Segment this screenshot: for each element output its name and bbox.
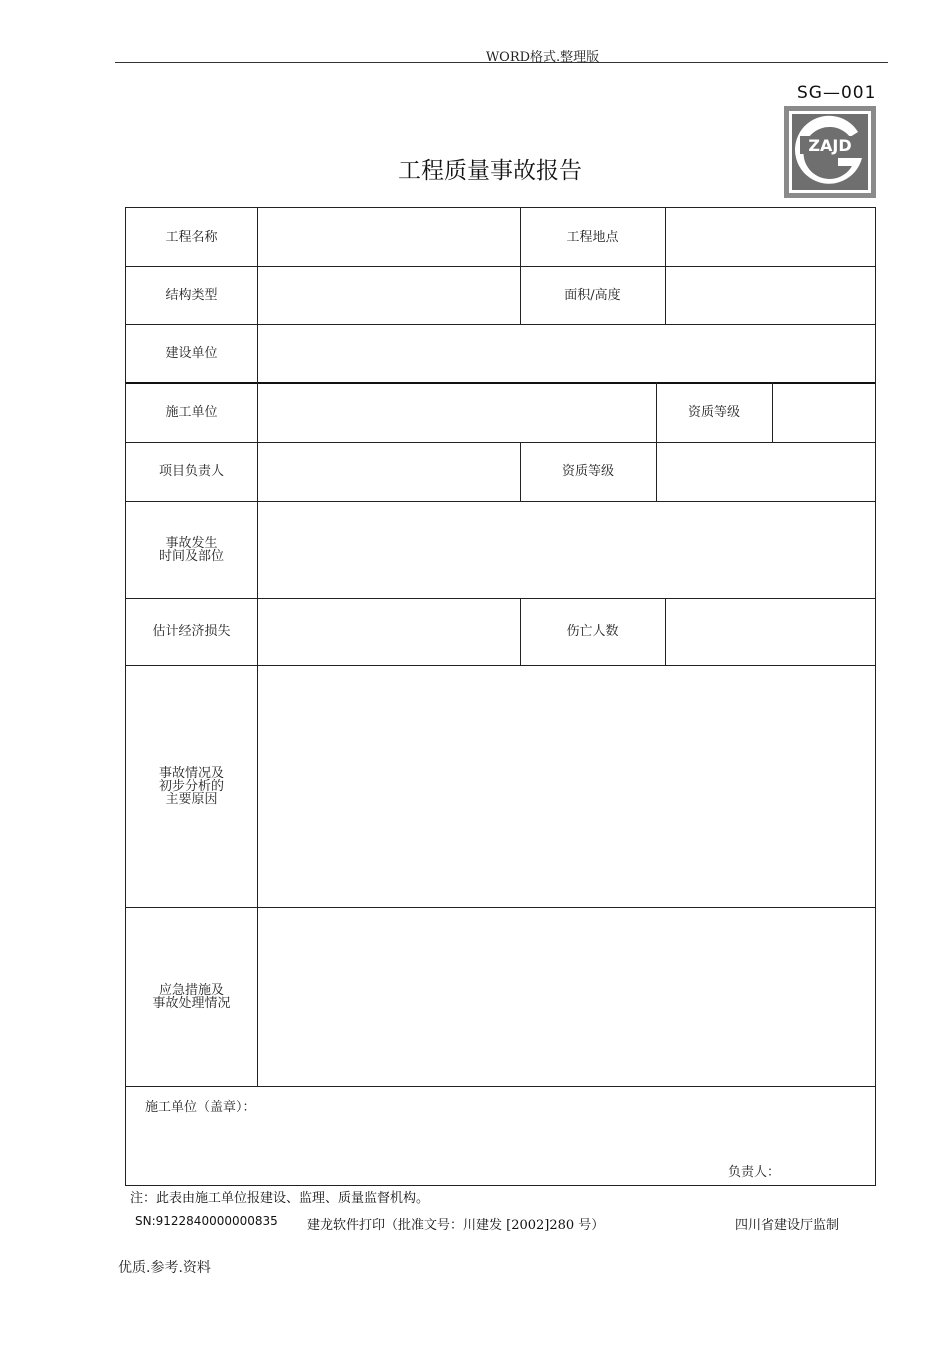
label-line: 时间及部位 <box>158 548 224 564</box>
page-footer: 优质.参考.资料 <box>118 1260 211 1276</box>
header-rule <box>115 62 888 63</box>
label-line: 应急措施及 <box>158 982 224 998</box>
supervisor-info: 四川省建设厅监制 <box>735 1218 840 1233</box>
document-title: 工程质量事故报告 <box>398 158 582 184</box>
label-accident-time-part <box>126 501 257 598</box>
label-line: 事故情况及 <box>158 765 224 781</box>
label-casualties: 伤亡人数 <box>566 624 619 639</box>
column-divider <box>257 208 258 1086</box>
label-line: 事故处理情况 <box>152 995 231 1011</box>
label-project-location: 工程地点 <box>566 229 619 245</box>
printer-info: 建龙软件打印（批准文号：川建发 [2002]280 号） <box>307 1218 605 1233</box>
label-accident-analysis <box>126 665 257 907</box>
label-line: 主要原因 <box>165 791 218 807</box>
column-divider <box>656 442 657 501</box>
contractor-seal-label: 施工单位（盖章）： <box>145 1100 256 1115</box>
label-economic-loss: 估计经济损失 <box>152 624 231 639</box>
column-divider <box>665 598 666 665</box>
label-line: 事故发生 <box>165 535 218 551</box>
column-divider <box>772 382 773 442</box>
column-divider <box>665 208 666 324</box>
form-code: SG—001 <box>797 83 877 103</box>
serial-number: SN:9122840000000835 <box>135 1214 278 1228</box>
label-contractor: 施工单位 <box>165 404 218 420</box>
page-header: WORD格式.整理版 <box>485 50 600 65</box>
label-project-name: 工程名称 <box>165 229 218 245</box>
label-project-manager: 项目负责人 <box>158 464 224 479</box>
label-contractor-grade: 资质等级 <box>687 404 740 420</box>
responsible-person-label: 负责人： <box>728 1165 781 1180</box>
row-divider <box>126 1086 875 1087</box>
report-form-table <box>125 207 876 1186</box>
label-line: 初步分析的 <box>158 778 224 794</box>
label-structure-type: 结构类型 <box>165 287 218 303</box>
label-emergency-measures <box>126 907 257 1086</box>
form-note: 注：此表由施工单位报建设、监理、质量监督机构。 <box>130 1191 430 1206</box>
label-builder: 建设单位 <box>165 345 218 361</box>
zajd-logo <box>784 106 876 198</box>
label-manager-grade: 资质等级 <box>561 464 614 479</box>
label-area-height: 面积/高度 <box>564 287 621 303</box>
logo-text: ZAJD <box>808 136 852 155</box>
